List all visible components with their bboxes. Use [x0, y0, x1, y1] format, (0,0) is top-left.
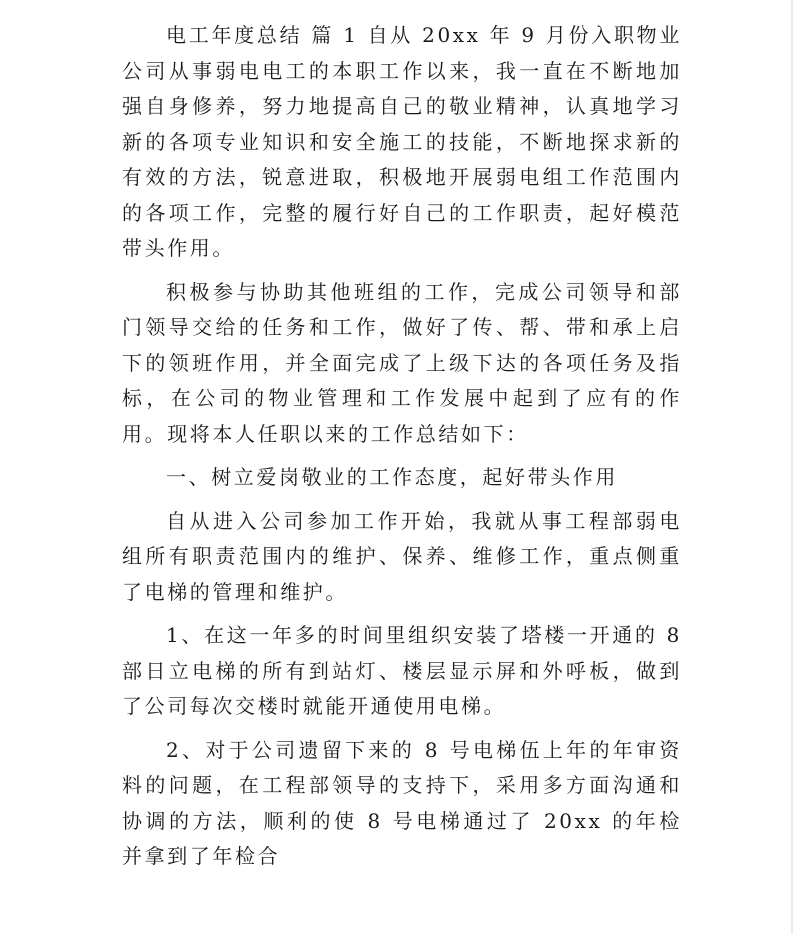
paragraph-item-2: 2、对于公司遗留下来的 8 号电梯伍上年的年审资料的问题，在工程部领导的支持下，采用多方面沟通和协调的方法，顺利的使 8 号电梯通过了 20xx 的年检并拿到了年检合: [122, 737, 682, 868]
section-heading-1: 一、树立爱岗敬业的工作态度，起好带头作用: [166, 465, 618, 489]
paragraph-assist: 积极参与协助其他班组的工作，完成公司领导和部门领导交给的任务和工作，做好了传、帮、带和承上启下的领班作用，并全面完成了上级下达的各项任务及指标，在公司的物业管理和工作发展中起到了应有的作用。现将本人任职以来的工作总结如下：: [122, 279, 682, 446]
document-body: [122, 18, 682, 883]
paragraph-intro: 电工年度总结 篇 1 自从 20xx 年 9 月份入职物业公司从事弱电电工的本职工作以来，我一直在不断地加强自身修养，努力地提高自己的敬业精神，认真地学习新的各项专业知识和安全施工的技能，不断地探求新的有效的方法，锐意进取，积极地开展弱电组工作范围内的各项工作，完整的履行好自己的工作职责，起好模范带头作用。: [122, 23, 682, 260]
paragraph-item-1: 1、在这一年多的时间里组织安装了塔楼一开通的 8 部日立电梯的所有到站灯、楼层显示屏和外呼板，做到了公司每次交楼时就能开通使用电梯。: [122, 623, 682, 718]
paragraph-section-1: 自从进入公司参加工作开始，我就从事工程部弱电组所有职责范围内的维护、保养、维修工作，重点侧重了电梯的管理和维护。: [122, 508, 682, 604]
